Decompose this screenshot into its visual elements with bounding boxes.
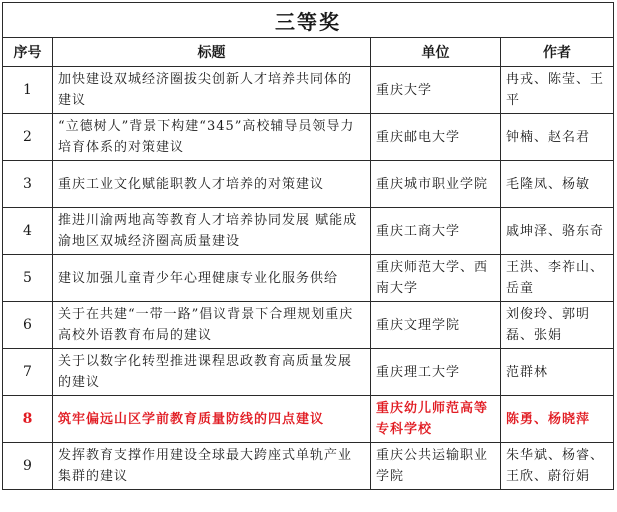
row-title-cell: 发挥教育支撑作用建设全球最大跨座式单轨产业集群的建议 [53, 443, 371, 490]
row-authors-cell: 戚坤泽、骆东奇 [501, 208, 614, 255]
table-row [3, 302, 614, 349]
row-authors-cell: 范群林 [501, 349, 614, 396]
row-unit-cell: 重庆师范大学、西南大学 [371, 255, 501, 302]
row-unit-cell: 重庆大学 [371, 67, 501, 114]
row-title-cell: 关于以数字化转型推进课程思政教育高质量发展的建议 [53, 349, 371, 396]
row-title-cell: 加快建设双城经济圈拔尖创新人才培养共同体的建议 [53, 67, 371, 114]
header-title: 标题 [53, 38, 371, 67]
table-row [3, 161, 614, 208]
row-authors-cell: 毛隆凤、杨敏 [501, 161, 614, 208]
row-no-cell: 8 [3, 396, 53, 443]
row-unit-cell: 重庆幼儿师范高等专科学校 [371, 396, 501, 443]
row-no-cell: 6 [3, 302, 53, 349]
header-authors: 作者 [501, 38, 614, 67]
table-header-row [3, 38, 614, 67]
row-title-cell: 关于在共建“一带一路”倡议背景下合理规划重庆高校外语教育布局的建议 [53, 302, 371, 349]
row-title-cell: 筑牢偏远山区学前教育质量防线的四点建议 [53, 396, 371, 443]
header-unit: 单位 [371, 38, 501, 67]
row-unit-cell: 重庆城市职业学院 [371, 161, 501, 208]
row-authors-cell: 王洪、李祚山、岳童 [501, 255, 614, 302]
row-authors-cell: 刘俊玲、郭明磊、张娟 [501, 302, 614, 349]
row-title-cell: 建议加强儿童青少年心理健康专业化服务供给 [53, 255, 371, 302]
table-row [3, 208, 614, 255]
table-row [3, 67, 614, 114]
table-row [3, 255, 614, 302]
row-authors-cell: 冉戎、陈莹、王平 [501, 67, 614, 114]
row-title-cell: 推进川渝两地高等教育人才培养协同发展 赋能成渝地区双城经济圈高质量建设 [53, 208, 371, 255]
table-row [3, 349, 614, 396]
row-unit-cell: 重庆工商大学 [371, 208, 501, 255]
row-no-cell: 3 [3, 161, 53, 208]
award-table-sheet [2, 2, 613, 490]
row-no-cell: 7 [3, 349, 53, 396]
row-authors-cell: 陈勇、杨晓萍 [501, 396, 614, 443]
table-title: 三等奖 [3, 3, 614, 38]
table-row [3, 396, 614, 443]
table-row [3, 443, 614, 490]
row-unit-cell: 重庆公共运输职业学院 [371, 443, 501, 490]
row-title-cell: “立德树人”背景下构建“345”高校辅导员领导力培育体系的对策建议 [53, 114, 371, 161]
row-no-cell: 1 [3, 67, 53, 114]
row-unit-cell: 重庆邮电大学 [371, 114, 501, 161]
table-row [3, 114, 614, 161]
row-no-cell: 9 [3, 443, 53, 490]
header-no: 序号 [3, 38, 53, 67]
row-no-cell: 2 [3, 114, 53, 161]
row-unit-cell: 重庆理工大学 [371, 349, 501, 396]
row-no-cell: 5 [3, 255, 53, 302]
row-authors-cell: 钟楠、赵名君 [501, 114, 614, 161]
row-no-cell: 4 [3, 208, 53, 255]
award-table [2, 2, 614, 490]
row-unit-cell: 重庆文理学院 [371, 302, 501, 349]
row-authors-cell: 朱华斌、杨睿、王欣、蔚衍娟 [501, 443, 614, 490]
row-title-cell: 重庆工业文化赋能职教人才培养的对策建议 [53, 161, 371, 208]
